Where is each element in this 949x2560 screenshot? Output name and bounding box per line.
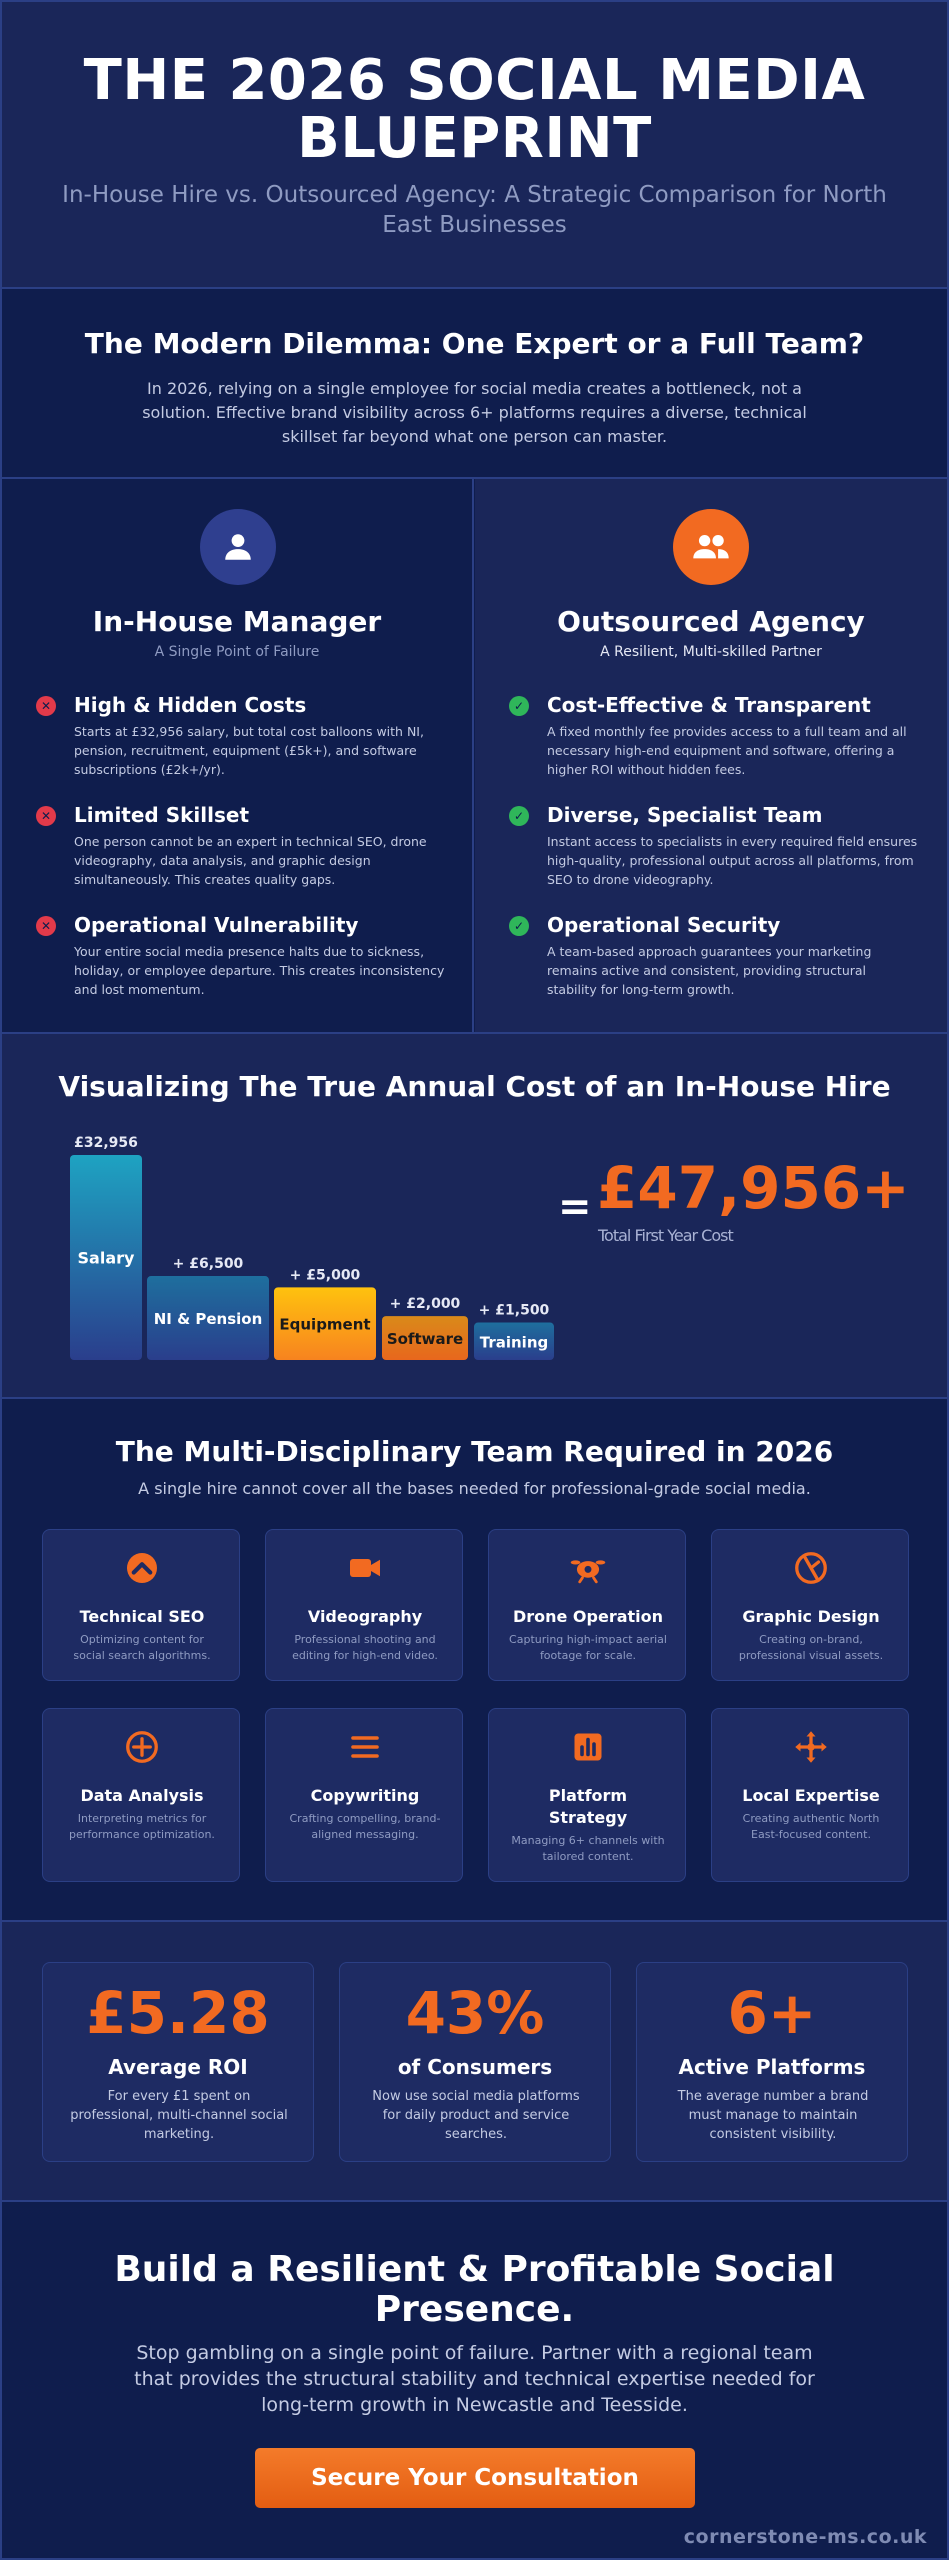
pro-title: Operational Security — [547, 913, 781, 937]
equals-sign: = — [558, 1184, 592, 1230]
cost-section — [2, 1034, 947, 1399]
cta-body: Stop gambling on a single point of failure. Partner with a regional team that provides the structural stability and technical expertise needed for long-term growth in Newcastle and Teesside. — [134, 2342, 815, 2416]
check-circle-icon: ✓ — [509, 806, 529, 826]
skill-card — [488, 1529, 686, 1681]
copywriting-icon — [347, 1729, 383, 1765]
skill-title: Graphic Design — [742, 1607, 880, 1626]
stat-label: Active Platforms — [678, 2055, 866, 2079]
stat-value: 6+ — [727, 1979, 817, 2047]
skill-card — [488, 1708, 686, 1882]
page-title: THE 2026 SOCIAL MEDIA BLUEPRINT — [83, 48, 866, 171]
con-body: One person cannot be an expert in technical SEO, drone videography, data analysis, and graphic design simultaneously. This creates quality gaps. — [74, 834, 427, 887]
cta-section — [2, 2202, 947, 2558]
stat-body: Now use social media platforms for daily product and service searches. — [372, 2089, 580, 2142]
x-circle-icon: ✕ — [36, 916, 56, 936]
cost-title: Visualizing The True Annual Cost of an In-House Hire — [58, 1070, 891, 1103]
stat-card — [636, 1962, 908, 2162]
stats-section — [2, 1922, 947, 2202]
skill-card — [711, 1529, 909, 1681]
cost-bar-label: Salary — [77, 1248, 135, 1268]
con-title: Operational Vulnerability — [74, 913, 359, 937]
con-body: Starts at £32,956 salary, but total cost balloons with NI, pension, recruitment, equipment (£5k+), and software subscriptions (£2k+/yr). — [74, 724, 424, 777]
team-title: The Multi-Disciplinary Team Required in 2026 — [115, 1435, 834, 1468]
consultation-button[interactable]: Secure Your Consultation — [255, 2448, 695, 2508]
skill-body: Creating authentic North East-focused content. — [742, 1812, 880, 1841]
stat-card — [42, 1962, 314, 2162]
page-subtitle: In-House Hire vs. Outsourced Agency: A Strategic Comparison for North East Businesses — [62, 182, 887, 238]
pro-point — [509, 912, 919, 999]
skill-body: Optimizing content for social search algorithms. — [73, 1633, 211, 1662]
con-point — [36, 802, 446, 889]
pro-title: Cost-Effective & Transparent — [547, 693, 871, 717]
move-icon — [793, 1729, 829, 1765]
skill-card — [711, 1708, 909, 1882]
comparison-section — [2, 479, 947, 1034]
team-lead: A single hire cannot cover all the bases needed for professional-grade social media. — [138, 1479, 811, 1498]
design-icon — [793, 1550, 829, 1586]
dilemma-body: In 2026, relying on a single employee for social media creates a bottleneck, not a solution. Effective brand visibility across 6+ platforms requires a diverse, technical skillset far beyond what one person can master. — [142, 379, 807, 446]
team-section — [2, 1399, 947, 1922]
cost-bar-label: Training — [479, 1333, 549, 1352]
stat-value: 43% — [405, 1979, 545, 2047]
skill-body: Creating on-brand, professional visual assets. — [738, 1633, 884, 1662]
cost-bar-value: £32,956 — [74, 1135, 138, 1151]
agency-column — [475, 479, 947, 1032]
con-body: Your entire social media presence halts due to sickness, holiday, or employee departure. This creates inconsistency and lost momentum. — [74, 944, 445, 997]
cost-bar-value: + £1,500 — [478, 1302, 550, 1319]
stat-label: Average ROI — [108, 2055, 248, 2079]
skill-body: Interpreting metrics for performance optimization. — [69, 1812, 215, 1841]
skill-body: Professional shooting and editing for high-end video. — [292, 1633, 438, 1662]
skill-body: Managing 6+ channels with tailored content. — [511, 1834, 665, 1863]
pro-body: A fixed monthly fee provides access to a full team and all necessary high-end equipment and software, offering a higher ROI without hidden fees. — [547, 724, 907, 777]
skill-card — [42, 1529, 240, 1681]
pro-title: Diverse, Specialist Team — [547, 803, 823, 827]
skill-title: Data Analysis — [80, 1786, 204, 1805]
cost-bar-label: NI & Pension — [153, 1310, 263, 1329]
pro-body: A team-based approach guarantees your marketing remains active and consistent, providing structural stability for long-term growth. — [547, 944, 872, 997]
x-circle-icon: ✕ — [36, 696, 56, 716]
hero-section — [2, 2, 947, 289]
cost-bar-label: Equipment — [279, 1315, 371, 1334]
cost-bar-value: + £2,000 — [389, 1296, 461, 1313]
con-title: High & Hidden Costs — [74, 693, 307, 717]
skill-body: Crafting compelling, brand-aligned messaging. — [289, 1812, 441, 1841]
pro-point — [509, 692, 919, 779]
seo-icon — [124, 1550, 160, 1586]
skill-body: Capturing high-impact aerial footage for scale. — [509, 1633, 667, 1662]
person-icon — [200, 509, 276, 585]
skill-card — [265, 1529, 463, 1681]
stat-body: The average number a brand must manage to maintain consistent visibility. — [677, 2089, 869, 2142]
cost-bar-value: + £6,500 — [172, 1256, 244, 1273]
skill-title: Drone Operation — [512, 1607, 664, 1626]
bar-chart-icon — [570, 1729, 606, 1765]
inhouse-tagline: A Single Point of Failure — [154, 644, 320, 660]
pro-body: Instant access to specialists in every required field ensures high-quality, professional output across all platforms, from SEO to drone videography. — [547, 834, 918, 887]
skill-title: Local Expertise — [742, 1786, 880, 1805]
check-circle-icon: ✓ — [509, 916, 529, 936]
total-cost-value: £47,956+ — [597, 1154, 910, 1222]
cost-bar-label: Software — [386, 1330, 464, 1349]
video-camera-icon — [347, 1550, 383, 1586]
stat-label: of Consumers — [397, 2055, 553, 2079]
cost-bar-value: + £5,000 — [289, 1267, 361, 1284]
website-link[interactable]: cornerstone-ms.co.uk — [683, 2526, 927, 2548]
agency-title: Outsourced Agency — [557, 605, 865, 638]
stat-body: For every £1 spent on professional, multi-channel social marketing. — [70, 2089, 288, 2142]
inhouse-title: In-House Manager — [92, 605, 382, 638]
total-cost-caption: Total First Year Cost — [598, 1226, 733, 1245]
stat-value: £5.28 — [86, 1979, 270, 2047]
pro-point — [509, 802, 919, 889]
agency-tagline: A Resilient, Multi-skilled Partner — [600, 644, 822, 660]
skill-title: Technical SEO — [79, 1607, 205, 1626]
group-icon — [673, 509, 749, 585]
skill-title: Copywriting — [310, 1786, 420, 1805]
stat-card — [339, 1962, 611, 2162]
data-icon — [124, 1729, 160, 1765]
con-point — [36, 912, 446, 999]
drone-icon — [570, 1550, 606, 1586]
skill-title: Videography — [307, 1607, 423, 1626]
skill-card — [42, 1708, 240, 1882]
cta-title: Build a Resilient & Profitable Social Presence. — [114, 2249, 835, 2330]
x-circle-icon: ✕ — [36, 806, 56, 826]
skill-card — [265, 1708, 463, 1882]
dilemma-title: The Modern Dilemma: One Expert or a Full Team? — [84, 327, 865, 360]
check-circle-icon: ✓ — [509, 696, 529, 716]
dilemma-section — [2, 289, 947, 479]
con-title: Limited Skillset — [74, 803, 249, 827]
skill-title: Platform Strategy — [548, 1786, 628, 1827]
con-point — [36, 692, 446, 779]
inhouse-column — [2, 479, 474, 1032]
